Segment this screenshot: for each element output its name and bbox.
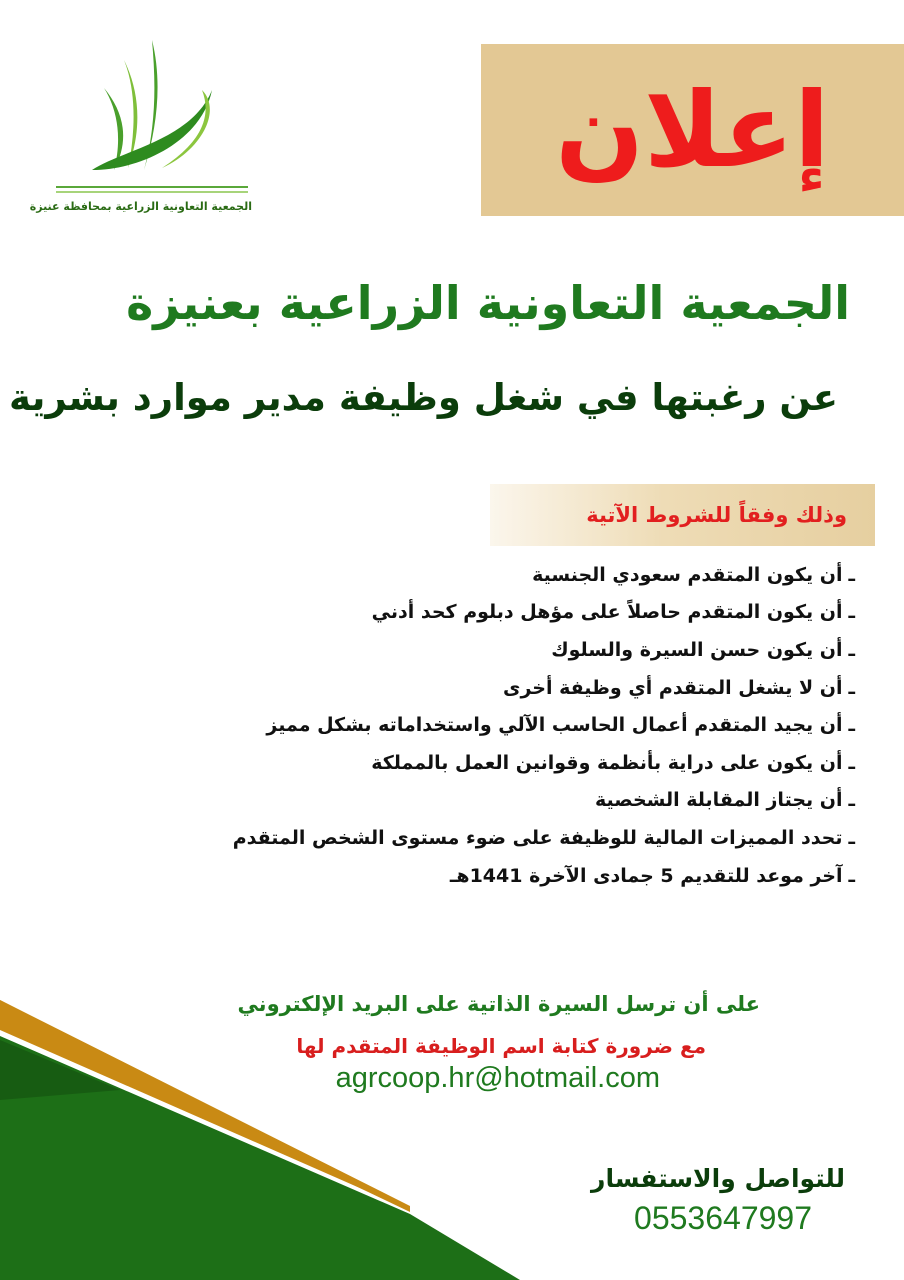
condition-text: أن يجتاز المقابلة الشخصية bbox=[594, 789, 843, 812]
list-item bbox=[40, 631, 855, 669]
organization-title: الجمعية التعاونية الزراعية بعنيزة bbox=[126, 276, 850, 330]
condition-text: آخر موعد للتقديم 5 جمادى الآخرة 1441هـ bbox=[449, 864, 843, 887]
bullet-dash: ـ bbox=[848, 751, 855, 774]
organization-logo bbox=[29, 30, 252, 230]
bullet-dash: ـ bbox=[848, 864, 855, 887]
condition-text: أن لا يشغل المتقدم أي وظيفة أخرى bbox=[503, 676, 843, 699]
conditions-list bbox=[40, 556, 855, 894]
condition-text: أن يكون حسن السيرة والسلوك bbox=[551, 638, 843, 661]
email-link[interactable]: agrcoop.hr@hotmail.com bbox=[335, 1062, 660, 1094]
condition-text: أن يكون على دراية بأنظمة وقوانين العمل بالمملكة bbox=[371, 751, 843, 774]
logo-caption: الجمعية التعاونية الزراعية بمحافظة عنيزة bbox=[29, 200, 252, 213]
condition-text: تحدد المميزات المالية للوظيفة على ضوء مستوى الشخص المتقدم bbox=[232, 826, 843, 849]
conditions-header-label: وذلك وفقاً للشروط الآتية bbox=[586, 503, 847, 527]
list-item bbox=[40, 744, 855, 782]
bullet-dash: ـ bbox=[848, 714, 855, 737]
announcement-label: إعلان bbox=[555, 69, 830, 191]
conditions-header bbox=[490, 484, 875, 546]
contact-title: للتواصل والاستفسار bbox=[591, 1164, 845, 1193]
condition-text: أن يكون المتقدم حاصلاً على مؤهل دبلوم كحد أدني bbox=[371, 601, 843, 624]
list-item bbox=[40, 782, 855, 820]
condition-text: أن يكون المتقدم سعودي الجنسية bbox=[532, 563, 843, 586]
list-item bbox=[40, 594, 855, 632]
bullet-dash: ـ bbox=[848, 676, 855, 699]
list-item bbox=[40, 556, 855, 594]
announcement-banner bbox=[481, 44, 904, 216]
condition-text: أن يجيد المتقدم أعمال الحاسب الآلي واستخداماته بشكل مميز bbox=[266, 714, 843, 737]
bullet-dash: ـ bbox=[848, 638, 855, 661]
phone-number[interactable]: 0553647997 bbox=[634, 1200, 812, 1236]
job-subtitle: عن رغبتها في شغل وظيفة مدير موارد بشرية bbox=[9, 376, 838, 419]
bullet-dash: ـ bbox=[848, 601, 855, 624]
list-item bbox=[40, 706, 855, 744]
bullet-dash: ـ bbox=[848, 789, 855, 812]
wheat-leaves-logo-icon bbox=[52, 30, 252, 200]
job-title-note: مع ضرورة كتابة اسم الوظيفة المتقدم لها bbox=[296, 1034, 706, 1058]
bullet-dash: ـ bbox=[848, 826, 855, 849]
list-item bbox=[40, 857, 855, 895]
list-item bbox=[40, 669, 855, 707]
bullet-dash: ـ bbox=[848, 563, 855, 586]
send-cv-instruction: على أن ترسل السيرة الذاتية على البريد الإلكتروني bbox=[237, 992, 760, 1016]
list-item bbox=[40, 819, 855, 857]
